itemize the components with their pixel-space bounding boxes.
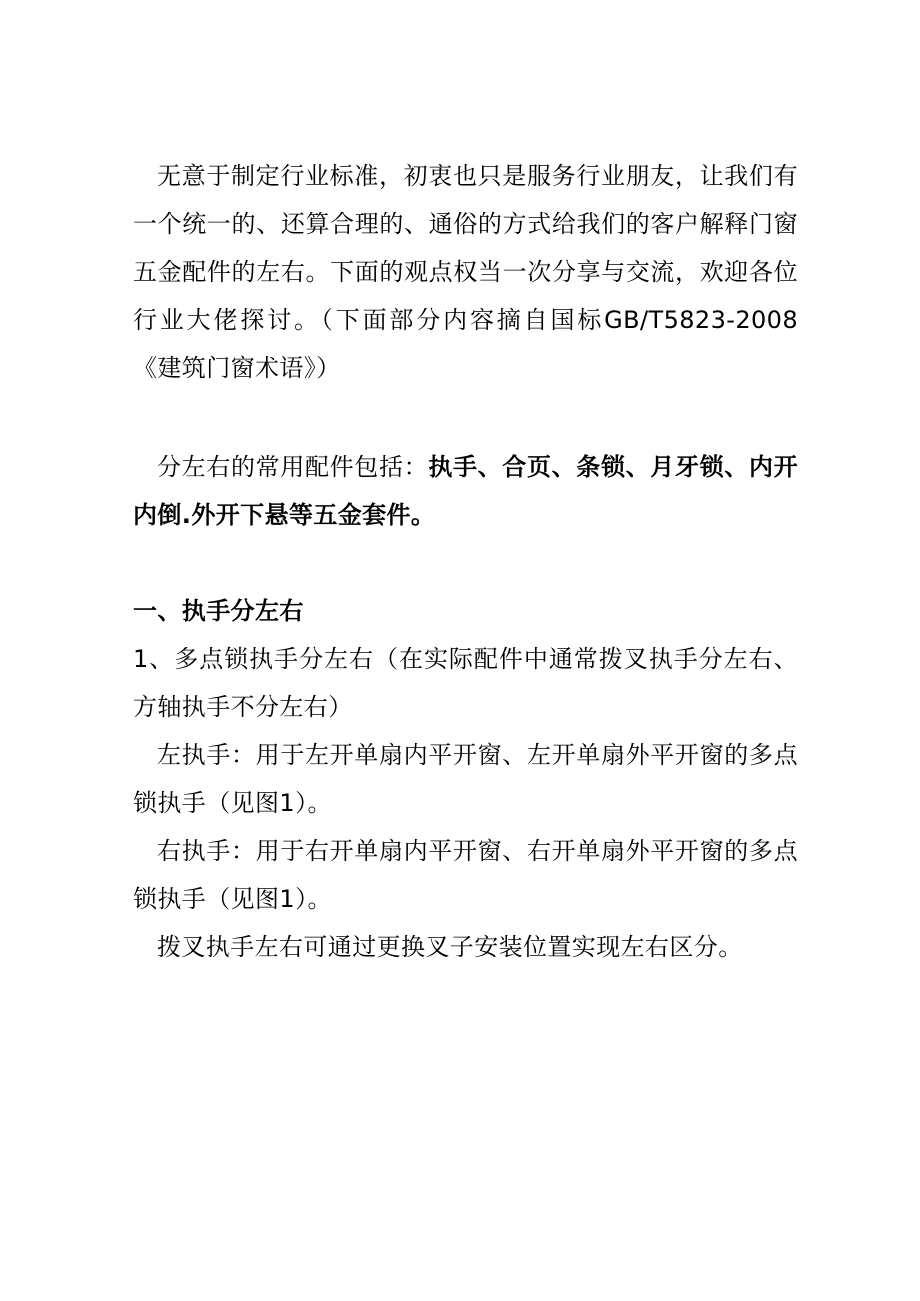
right-handle-paragraph: 右执手：用于右开单扇内平开窗、右开单扇外平开窗的多点锁执手（见图1）。 [133,837,798,913]
common-parts-lead: 分左右的常用配件包括： [157,453,429,481]
fork-note-paragraph: 拨叉执手左右可通过更换叉子安装位置实现左右区分。 [157,933,743,961]
section-heading: 一、执手分左右 [133,597,304,625]
intro-paragraph: 无意于制定行业标准，初衷也只是服务行业朋友，让我们有一个统一的、还算合理的、通俗的方式给我们的客户解释门窗五金配件的左右。下面的观点权当一次分享与交流，欢迎各位行业大佬探讨。（下面部分内容摘自国标GB/T5823-2008《建筑门窗术语》） [133,162,798,382]
common-parts-list: 执手、合页、条锁、月牙锁、内开内倒.外开下悬等五金套件。 [133,453,799,529]
item-paragraph: 1、多点锁执手分左右（在实际配件中通常拨叉执手分左右、方轴执手不分左右） [133,645,798,721]
left-handle-paragraph: 左执手：用于左开单扇内平开窗、左开单扇外平开窗的多点锁执手（见图1）。 [133,741,798,817]
common-parts-paragraph [133,443,798,539]
